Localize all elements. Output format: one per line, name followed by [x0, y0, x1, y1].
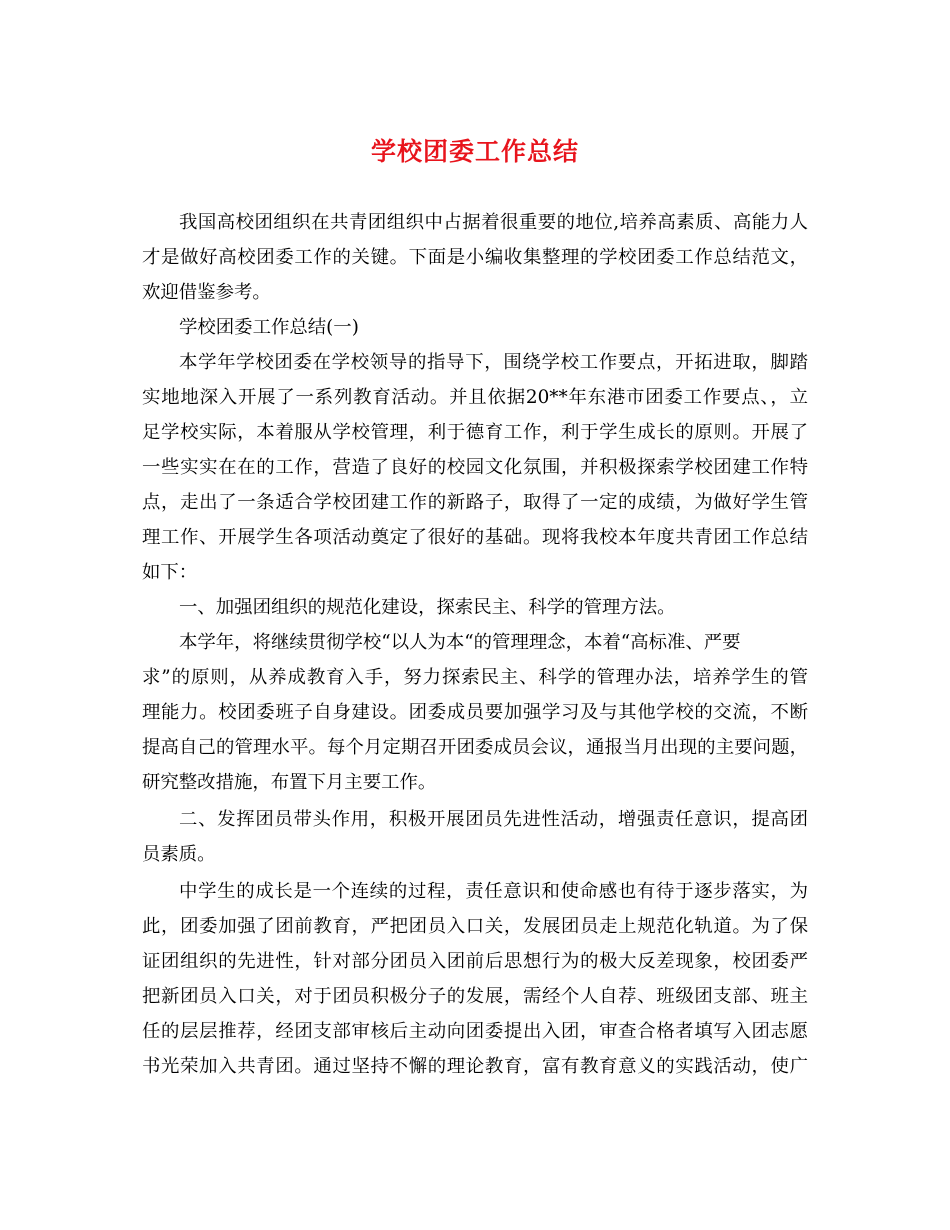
intro-line: 才是做好高校团委工作的关键。下面是小编收集整理的学校团委工作总结范文， [142, 247, 808, 268]
document-title: 学校团委工作总结 [370, 137, 579, 166]
paragraph-line: 理工作、开展学生各项活动奠定了很好的基础。现将我校本年度共青团工作总结 [142, 527, 808, 548]
paragraph-line: 理能力。校团委班子自身建设。团委成员要加强学习及与其他学校的交流，不断 [142, 702, 808, 723]
section-subtitle: 学校团委工作总结(一) [179, 317, 359, 338]
paragraph-line: 证团组织的先进性，针对部分团员入团前后思想行为的极大反差现象，校团委严 [142, 951, 808, 972]
paragraph-line: 点，走出了一条适合学校团建工作的新路子，取得了一定的成绩，为做好学生管 [142, 492, 808, 513]
paragraph-line: 中学生的成长是一个连续的过程，责任意识和使命感也有待于逐步落实，为 [179, 881, 808, 902]
paragraph-line: 本学年，将继续贯彻学校“以人为本“的管理理念，本着“高标准、严要 [179, 632, 741, 653]
paragraph-line: 把新团员入口关，对于团员积极分子的发展，需经个人自荐、班级团支部、班主 [142, 986, 808, 1007]
paragraph-line: 书光荣加入共青团。通过坚持不懈的理论教育，富有教育意义的实践活动，使广 [142, 1056, 808, 1077]
paragraph-line: 足学校实际，本着服从学校管理，利于德育工作，利于学生成长的原则。开展了 [142, 422, 808, 443]
paragraph-line: 本学年学校团委在学校领导的指导下，围绕学校工作要点，开拓进取，脚踏 [179, 352, 808, 373]
paragraph-line: 此，团委加强了团前教育，严把团员入口关，发展团员走上规范化轨道。为了保 [142, 916, 808, 937]
paragraph-line: 任的层层推荐，经团支部审核后主动向团委提出入团，审查合格者填写入团志愿 [142, 1021, 808, 1042]
paragraph-line: 如下： [142, 562, 198, 583]
intro-line: 欢迎借鉴参考。 [142, 282, 271, 303]
paragraph-line: 实地地深入开展了一系列教育活动。并且依据20**年东港市团委工作要点、，立 [142, 387, 808, 408]
paragraph-line: 求”的原则，从养成教育入手，努力探索民主、科学的管理办法，培养学生的管 [142, 667, 808, 688]
paragraph-line: 提高自己的管理水平。每个月定期召开团委成员会议，通报当月出现的主要问题， [142, 737, 808, 758]
section-heading: 员素质。 [142, 844, 216, 865]
intro-line: 我国高校团组织在共青团组织中占据着很重要的地位,培养高素质、高能力人 [179, 212, 808, 233]
paragraph-line: 研究整改措施，布置下月主要工作。 [142, 772, 437, 793]
section-heading: 一、加强团组织的规范化建设，探索民主、科学的管理方法。 [179, 597, 676, 618]
paragraph-line: 一些实实在在的工作，营造了良好的校园文化氛围，并积极探索学校团建工作特 [142, 457, 808, 478]
document-body [142, 205, 808, 1084]
section-heading: 二、发挥团员带头作用，积极开展团员先进性活动，增强责任意识，提高团 [179, 809, 808, 830]
